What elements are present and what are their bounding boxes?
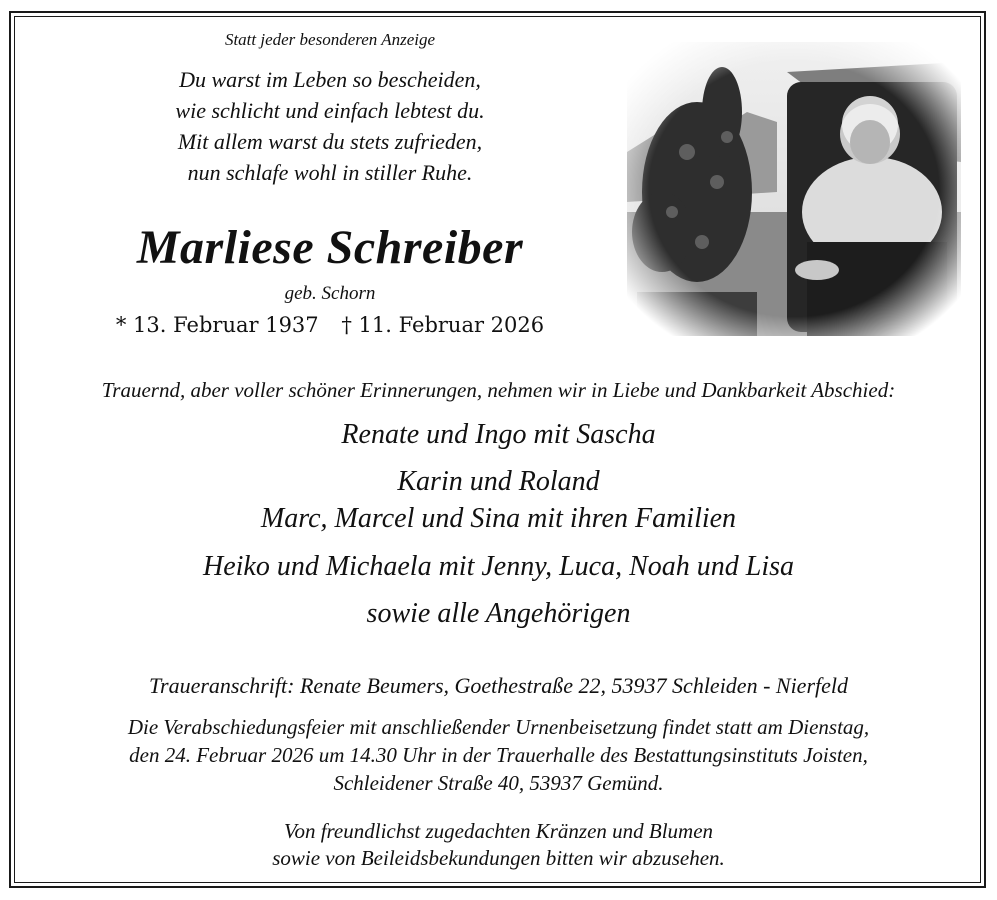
portrait-photo <box>627 42 961 336</box>
birth-name: geb. Schorn <box>284 283 376 304</box>
closing-line: Von freundlichst zugedachten Kränzen und Blumen <box>283 819 714 843</box>
mourner-line: Karin und Roland <box>397 466 600 497</box>
mourning-address: Traueranschrift: Renate Beumers, Goethestraße 22, 53937 Schleiden - Nierfeld <box>149 673 848 698</box>
poem-line: Du warst im Leben so bescheiden, <box>179 67 481 92</box>
birth-date: * 13. Februar 1937 <box>115 313 319 337</box>
ceremony-line: den 24. Februar 2026 um 14.30 Uhr in der Trauerhalle des Bestattungsinstituts Joisten, <box>129 743 868 767</box>
death-date: † 11. Februar 2026 <box>341 313 545 337</box>
mourner-line: Heiko und Michaela mit Jenny, Luca, Noah und Lisa <box>202 551 795 582</box>
ceremony-info <box>20 713 977 797</box>
mourner-line: Renate und Ingo mit Sascha <box>341 419 656 450</box>
mourners-lead: Trauernd, aber voller schöner Erinnerungen, nehmen wir in Liebe und Dankbarkeit Abschied: <box>101 378 896 402</box>
ceremony-line: Die Verabschiedungsfeier mit anschließender Urnenbeisetzung findet statt am Dienstag, <box>127 715 870 739</box>
deceased-name: Marliese Schreiber <box>136 221 524 274</box>
ceremony-line: Schleidener Straße 40, 53937 Gemünd. <box>333 771 664 795</box>
poem-line: Mit allem warst du stets zufrieden, <box>177 129 483 154</box>
mourner-line: Marc, Marcel und Sina mit ihren Familien <box>260 503 737 534</box>
poem-line: wie schlicht und einfach lebtest du. <box>175 98 485 123</box>
mourner-line: sowie alle Angehörigen <box>366 598 631 629</box>
life-dates <box>70 313 590 337</box>
closing-line: sowie von Beileidsbekundungen bitten wir abzusehen. <box>272 846 725 870</box>
memorial-poem <box>120 64 540 188</box>
poem-line: nun schlafe wohl in stiller Ruhe. <box>187 160 473 185</box>
closing-note <box>20 818 977 872</box>
intro-line: Statt jeder besonderen Anzeige <box>224 30 436 49</box>
